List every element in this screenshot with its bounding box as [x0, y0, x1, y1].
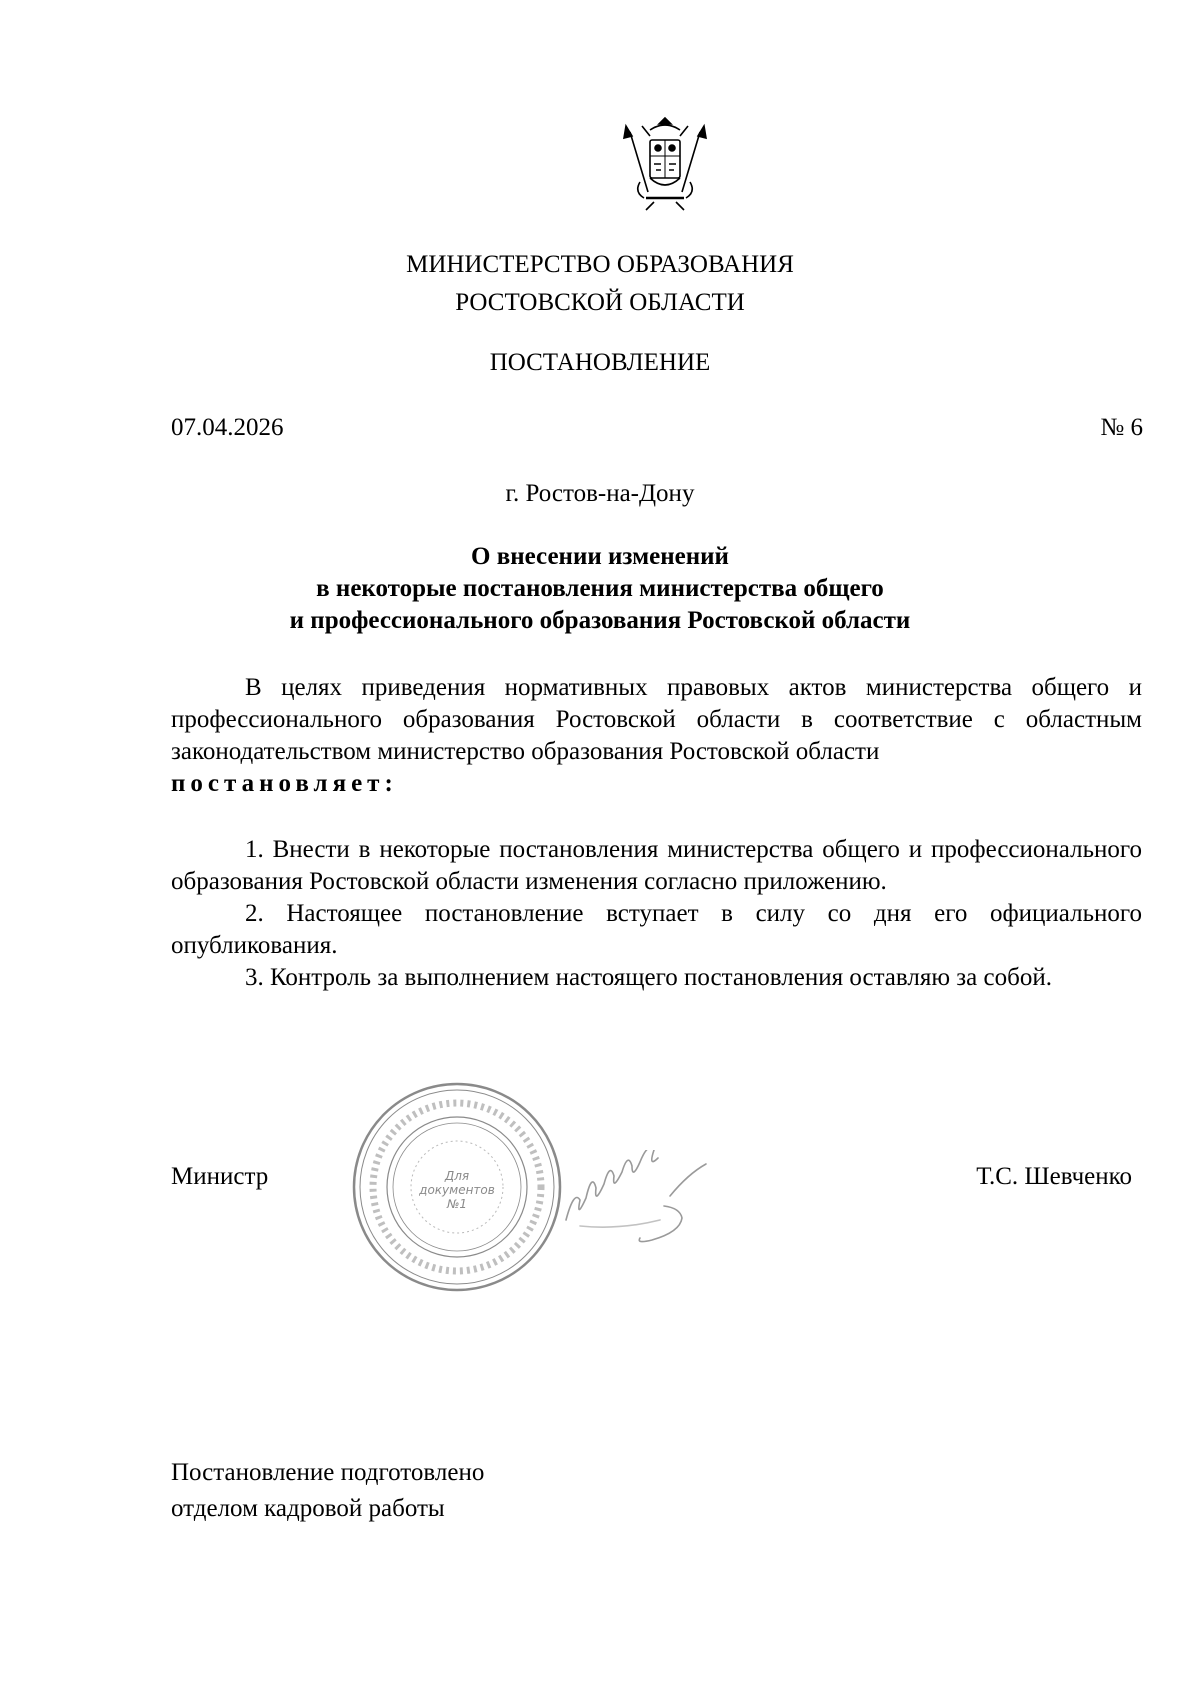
decree-item-2: 2. Настоящее постановление вступает в силу со дня его официального опубликования.	[171, 900, 1142, 959]
svg-text:№1: №1	[446, 1197, 468, 1211]
ministry-name-line1: МИНИСТЕРСТВО ОБРАЗОВАНИЯ	[406, 251, 794, 278]
document-number: № 6	[1100, 414, 1143, 441]
document-title-line1: О внесении изменений	[471, 543, 729, 570]
decree-items	[171, 834, 1142, 994]
prepared-by-line1: Постановление подготовлено	[171, 1459, 485, 1486]
svg-text:документов: документов	[419, 1183, 495, 1197]
preamble-paragraph	[171, 672, 1142, 800]
decree-item-3: 3. Контроль за выполнением настоящего постановления оставляю за собой.	[245, 964, 1052, 991]
decree-word: постановляет:	[171, 770, 398, 797]
ministry-name	[0, 246, 1200, 322]
signer-name: Т.С. Шевченко	[976, 1163, 1132, 1190]
document-city: г. Ростов-на-Дону	[505, 480, 695, 507]
svg-text:Для: Для	[444, 1169, 470, 1183]
document-title	[0, 541, 1200, 637]
document-date: 07.04.2026	[171, 414, 284, 441]
preamble-text: В целях приведения нормативных правовых актов министерства общего и профессионального образования Ростовской области в соответствие с областным законодательством министерство образования Ростовской области	[171, 674, 1142, 765]
document-type: ПОСТАНОВЛЕНИЕ	[489, 349, 711, 376]
document-title-line3: и профессионального образования Ростовской области	[289, 607, 911, 634]
document-title-line2: в некоторые постановления министерства общего	[316, 575, 884, 602]
ministry-name-line2: РОСТОВСКОЙ ОБЛАСТИ	[455, 289, 745, 316]
prepared-by-line2: отделом кадровой работы	[171, 1495, 445, 1522]
coat-of-arms-icon	[620, 112, 710, 212]
signer-position: Министр	[171, 1163, 269, 1190]
prepared-by-note	[171, 1455, 484, 1527]
decree-item-1: 1. Внести в некоторые постановления министерства общего и профессионального образования Ростовской области изменения согласно приложению.	[171, 836, 1142, 895]
